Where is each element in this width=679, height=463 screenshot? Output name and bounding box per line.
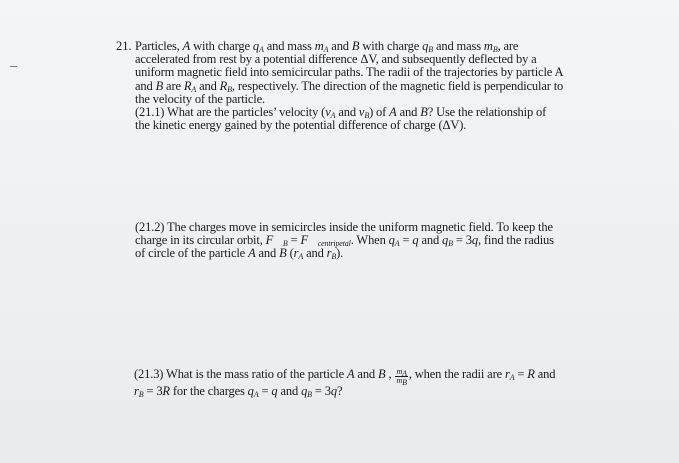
question-21-2 [135, 221, 605, 261]
q21-3-line-1: (21.3) What is the mass ratio of the particle A and B , $\frac{m_A}{m_B}$ , when the radii are $r_A = R$ and [134, 367, 556, 387]
q21-2-line-2: charge in its circular orbit, $F⃗_B$ = $F⃗_{centripetal}$. When $q_A = q$ and $q_B = 3q$, find the radius [135, 233, 554, 249]
intro-line-4: and B are $R_A$ and $R_B$, respectively. The direction of the magnetic field is perpendicular to [135, 78, 564, 94]
intro-line-3: uniform magnetic field into semicircular paths. The radii of the trajectories by particle A [135, 65, 564, 80]
intro-line-2: accelerated from rest by a potential difference ΔV, and subsequently deflected by a [135, 52, 537, 67]
intro-line-5: the velocity of the particle. [135, 91, 265, 106]
q21-2-line-1: (21.2) The charges move in semicircles inside the uniform magnetic field. To keep the [135, 220, 553, 234]
intro-line-1: Particles, A with charge $q_A$ and mass $m_A$ and B with charge $q_B$ and mass $m_B$, are [135, 39, 519, 54]
question-number: 21. [116, 39, 132, 53]
margin-mark [10, 66, 17, 67]
q21-1-line-1: (21.1) What are the particles’ velocity ($v_A$ and $v_B$) of A and B? Use the relationship of [135, 105, 547, 121]
q21-1-line-2: the kinetic energy gained by the potential difference of charge (ΔV). [135, 118, 467, 133]
mass-ratio-fraction: $\frac{m_A}{m_B}$ [396, 367, 407, 387]
q21-2-line-3: of circle of the particle A and B ($r_A$ and $r_B$). [135, 246, 344, 262]
question-21-3 [134, 368, 604, 398]
q21-3-line-2: $r_B = 3R$ for the charges $q_A = q$ and $q_B = 3q$? [134, 384, 343, 399]
question-21-intro-and-21-1 [135, 40, 605, 132]
